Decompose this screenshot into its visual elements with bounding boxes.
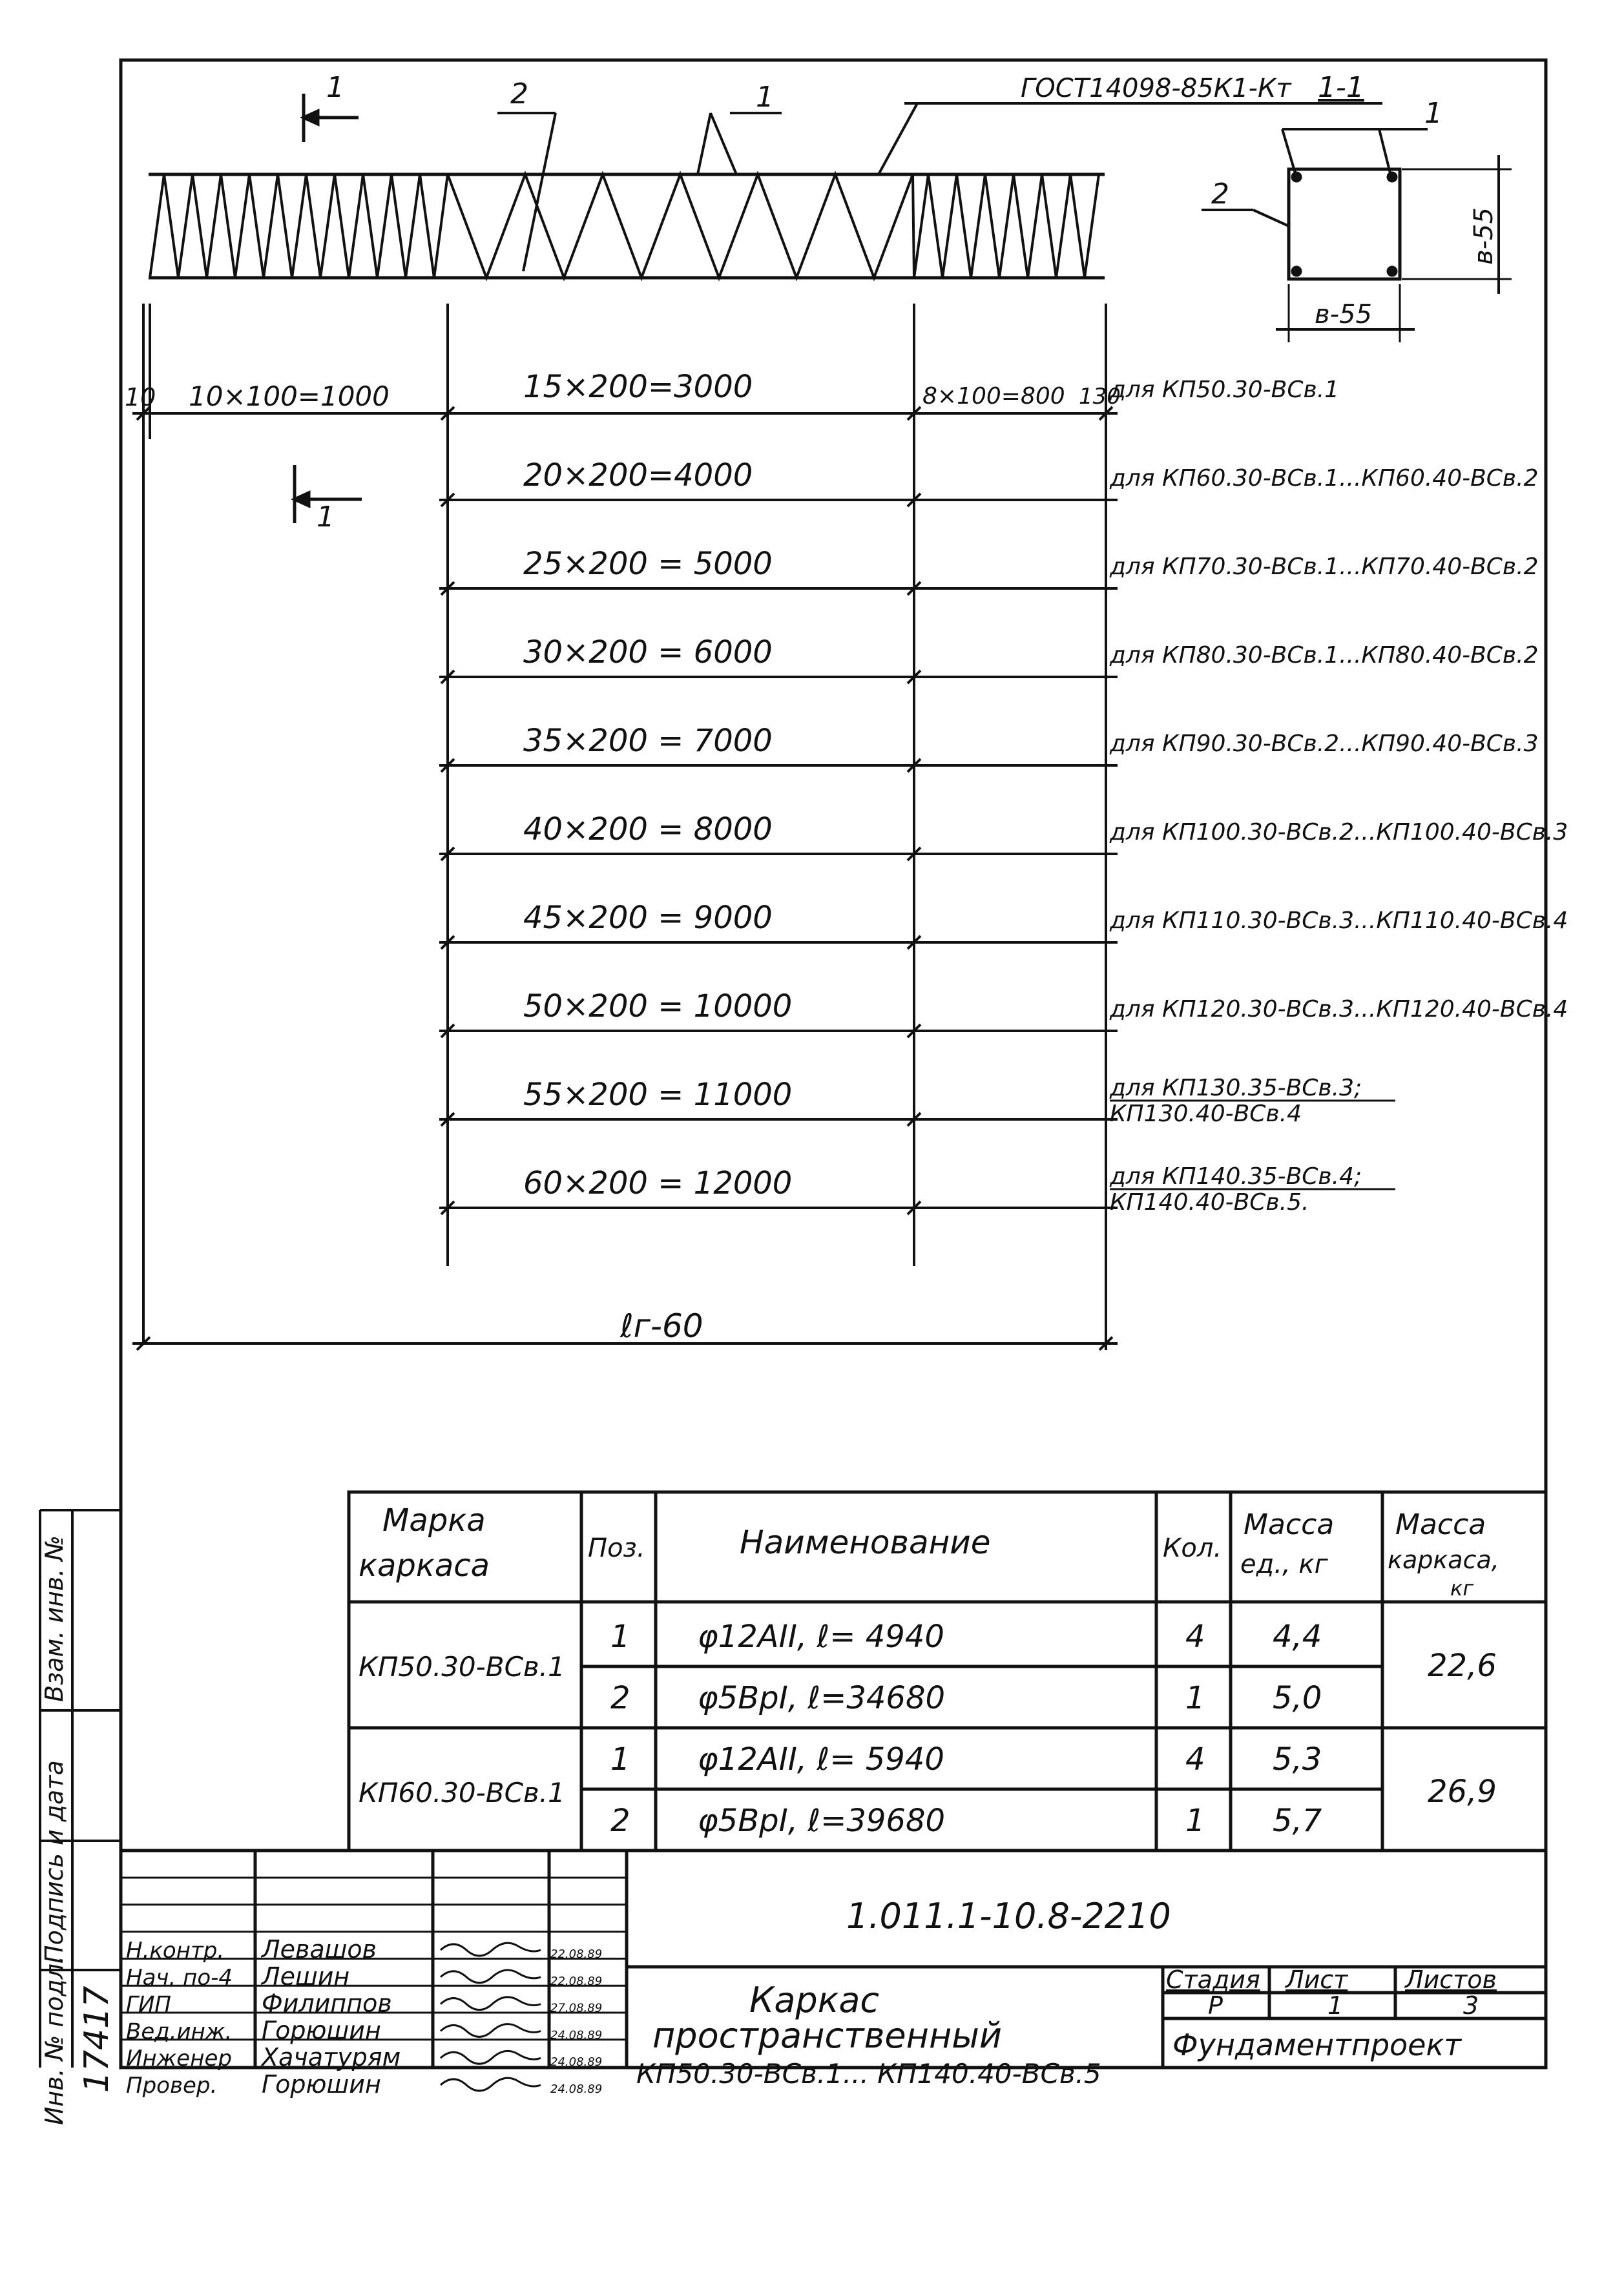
variant-label: для КП60.30-ВСв.1...КП60.40-ВСв.2 [1110,465,1539,492]
row-pos: 1 [610,1619,630,1655]
gost-reference: ГОСТ14098-85К1-Кт [1021,74,1291,103]
variant-label-continued: КП130.40-ВСв.4 [1110,1101,1302,1127]
section-dim-h: в-55 [1469,207,1499,265]
hdr-pos: Поз. [588,1533,645,1563]
variant-label: для КП110.30-ВСв.3...КП110.40-ВСв.4 [1110,908,1568,934]
callout-2: 2 [510,78,528,110]
variant-dimension: 55×200 = 11000 [523,1077,793,1113]
staff-date: 24.08.89 [550,2055,603,2069]
row-mass: 5,3 [1273,1741,1322,1778]
variant-label: для КП50.30-ВСв.1 [1110,377,1340,403]
row-qty: 4 [1185,1741,1205,1778]
cage-elevation [149,174,1105,278]
sheets-header: Листов [1405,1966,1497,1994]
variant-dimension: 20×200=4000 [523,457,753,493]
staff-date: 22.08.89 [550,1974,603,1988]
row-pos: 2 [610,1680,630,1716]
variant-dimension: 35×200 = 7000 [523,723,773,759]
hdr-qty: Кол. [1163,1533,1222,1563]
staff-role: Провер. [126,2073,218,2099]
side-inv-repl: Взам. инв. № [40,1535,68,1702]
organization: Фундаментпроект [1172,2028,1462,2062]
hdr-frame-mass-3: кг [1450,1576,1474,1601]
title-line-1: Каркас [749,1980,880,2020]
hdr-frame-mass-2: каркаса, [1388,1546,1499,1574]
row-mass: 5,7 [1273,1803,1322,1839]
sheet-header: Лист [1286,1966,1348,1994]
variant-list [523,369,1568,1216]
staff-role: ГИП [126,1991,171,2018]
staff-role: Н.контр. [126,1938,225,1964]
title-line-3: КП50.30-ВСв.1... КП140.40-ВСв.5 [636,2058,1101,2090]
callout-1: 1 [756,81,774,114]
signature [441,2078,541,2091]
variant-label: для КП140.35-ВСв.4; [1110,1163,1362,1190]
variant-dimension: 50×200 = 10000 [523,988,793,1024]
row-mark: КП50.30-ВСв.1 [359,1651,565,1683]
overall-dimension: ℓг-60 [620,1307,703,1345]
staff-name: Хачатурям [262,2043,401,2072]
stage-value: Р [1208,1991,1223,2020]
row-qty: 1 [1185,1803,1205,1839]
variant-label: для КП120.30-ВСв.3...КП120.40-ВСв.4 [1110,996,1568,1022]
variant-label: для КП100.30-ВСв.2...КП100.40-ВСв.3 [1110,819,1568,845]
sheets-value: 3 [1463,1991,1479,2020]
staff-name: Горюшин [262,2016,381,2045]
row-name: φ12АII, ℓ= 4940 [698,1619,944,1655]
staff-list [126,1935,602,2099]
row-pos: 1 [610,1741,630,1778]
side-inv-number: 17417 [78,1986,116,2093]
variant-label-continued: КП140.40-ВСв.5. [1110,1189,1309,1216]
variant-label: для КП70.30-ВСв.1...КП70.40-ВСв.2 [1110,554,1539,580]
row-name: φ5ВрI, ℓ=39680 [698,1803,946,1839]
sheet-value: 1 [1327,1991,1344,2020]
variant-dimension: 40×200 = 8000 [523,811,773,847]
document-code: 1.011.1-10.8-2210 [846,1896,1171,1936]
row-mass: 5,0 [1273,1680,1322,1716]
variant-label: для КП80.30-ВСв.1...КП80.40-ВСв.2 [1110,642,1539,669]
variant-label: для КП90.30-ВСв.2...КП90.40-ВСв.3 [1110,731,1539,757]
dim-right-small: 130 [1079,384,1121,410]
signature [441,1997,541,2010]
stage-header: Стадия [1166,1966,1260,1994]
variant-dimension: 25×200 = 5000 [523,546,773,582]
row-pos: 2 [610,1803,630,1839]
variant-dimension: 15×200=3000 [523,369,753,405]
signature [441,2024,541,2037]
staff-date: 27.08.89 [550,2001,603,2015]
hdr-unit-mass-1: Масса [1244,1508,1335,1541]
signature [441,2051,541,2064]
row-total: 26,9 [1428,1774,1497,1810]
title-line-2: пространственный [652,2015,1002,2056]
staff-name: Филиппов [262,1989,392,2018]
row-total: 22,6 [1428,1648,1497,1684]
variant-dimension: 60×200 = 12000 [523,1165,793,1201]
variant-dimension: 45×200 = 9000 [523,900,773,936]
hdr-mark-1: Марка [382,1502,486,1539]
section-dim-w: в-55 [1315,300,1372,329]
row-name: φ5ВрI, ℓ=34680 [698,1680,946,1716]
row-qty: 1 [1185,1680,1205,1716]
row-mass: 4,4 [1273,1619,1322,1655]
cut-mark-bottom-label: 1 [317,501,335,534]
hdr-name: Наименование [740,1524,991,1561]
dim-left: 10×100=1000 [189,380,390,412]
section-callout-1: 1 [1424,97,1442,130]
side-inv-orig: Инв. № подл. [40,1955,68,2125]
staff-name: Горюшин [262,2070,381,2099]
staff-name: Лешин [262,1962,350,1991]
variant-label: для КП130.35-ВСв.3; [1110,1075,1362,1101]
row-qty: 4 [1185,1619,1205,1655]
row-mark: КП60.30-ВСв.1 [359,1777,565,1809]
row-name: φ12АII, ℓ= 5940 [698,1741,944,1778]
signature [441,1970,541,1983]
staff-role: Нач. по-4 [126,1964,233,1991]
hdr-frame-mass-1: Масса [1395,1508,1486,1541]
dim-right: 8×100=800 [922,383,1065,410]
section-callout-2: 2 [1211,178,1229,211]
hdr-mark-2: каркаса [359,1548,490,1584]
staff-role: Вед.инж. [126,2018,233,2045]
spiral-reinforcement [150,174,1099,278]
staff-date: 22.08.89 [550,1947,603,1961]
hdr-unit-mass-2: ед., кг [1240,1550,1328,1579]
staff-role: Инженер [126,2046,232,2072]
cut-mark-top-label: 1 [326,71,344,104]
staff-date: 24.08.89 [550,2028,603,2042]
variant-dimension: 30×200 = 6000 [523,634,773,670]
section-label: 1-1 [1318,71,1364,104]
signature [441,1943,541,1956]
dim-left-small: 10 [125,383,156,411]
side-sign-date: Подпись и дата [40,1760,68,1964]
staff-name: Левашов [262,1935,377,1964]
staff-date: 24.08.89 [550,2082,603,2096]
